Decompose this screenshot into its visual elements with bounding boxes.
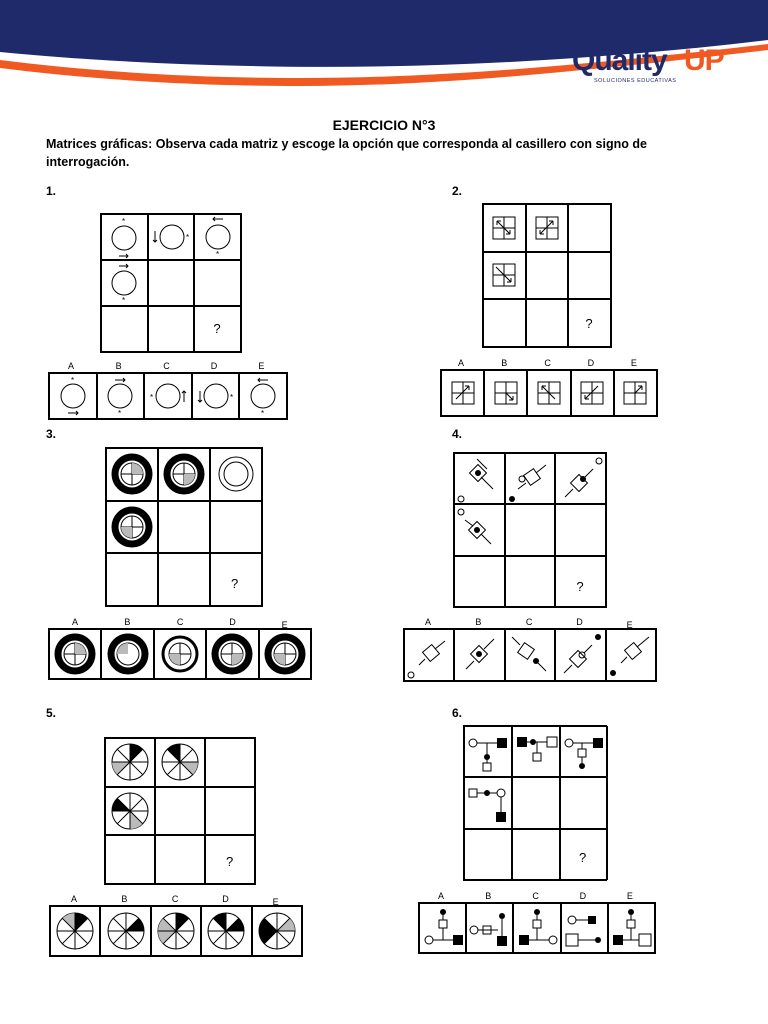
svg-text:*: * xyxy=(185,233,190,242)
matrix-cell xyxy=(555,504,606,555)
option-a[interactable] xyxy=(49,361,97,419)
option-d[interactable] xyxy=(571,358,614,416)
matrix-cell xyxy=(105,738,155,787)
option-b[interactable] xyxy=(100,894,150,956)
option-c[interactable] xyxy=(527,358,570,416)
option-e[interactable] xyxy=(608,891,655,953)
matrix-cell xyxy=(454,556,505,607)
problem-3-number: 3. xyxy=(46,427,57,441)
option-c[interactable] xyxy=(513,891,560,953)
matrix-cell xyxy=(148,214,195,260)
logo-up: UP xyxy=(684,44,724,77)
matrix-cell xyxy=(505,504,556,555)
svg-text:*: * xyxy=(261,409,265,416)
matrix-cell xyxy=(158,501,210,554)
problem-4-options xyxy=(403,617,657,682)
option-b[interactable] xyxy=(454,617,504,681)
matrix-cell xyxy=(483,299,526,347)
option-label: D xyxy=(587,358,595,368)
matrix-cell xyxy=(158,553,210,606)
problem-5-number: 5. xyxy=(46,706,57,720)
option-label: C xyxy=(544,358,551,368)
option-e[interactable] xyxy=(239,361,287,419)
problem-4-number: 4. xyxy=(452,427,463,441)
svg-text:*: * xyxy=(149,393,154,402)
matrix-cell xyxy=(454,453,505,504)
option-c[interactable] xyxy=(154,617,206,679)
matrix-cell xyxy=(106,553,158,606)
option-label: C xyxy=(532,891,539,901)
matrix-cell xyxy=(101,214,148,260)
matrix-cell xyxy=(464,726,512,777)
option-a[interactable] xyxy=(49,617,101,679)
matrix-cell xyxy=(194,214,241,260)
matrix-cell xyxy=(512,777,560,828)
matrix-cell xyxy=(560,829,608,880)
matrix-cell xyxy=(560,777,608,828)
question-mark: ? xyxy=(576,578,584,594)
matrix-cell xyxy=(148,260,195,306)
option-label: A xyxy=(458,358,465,368)
problem-2-options xyxy=(440,358,658,417)
question-mark: ? xyxy=(231,576,239,592)
matrix-cell xyxy=(505,453,556,504)
matrix-cell xyxy=(205,787,255,836)
problem-1-matrix xyxy=(100,213,242,353)
matrix-cell xyxy=(568,204,611,252)
option-label: B xyxy=(124,617,131,627)
option-label: E xyxy=(258,361,265,371)
option-b[interactable] xyxy=(466,891,513,953)
matrix-cell xyxy=(483,252,526,300)
option-b[interactable] xyxy=(97,361,145,419)
matrix-cell xyxy=(101,260,148,306)
problem-6-number: 6. xyxy=(452,706,463,720)
problem-1-options xyxy=(48,361,288,420)
problem-2-matrix xyxy=(482,203,612,348)
matrix-cell xyxy=(194,306,241,352)
svg-text:*: * xyxy=(229,393,233,402)
option-label: D xyxy=(222,894,229,904)
option-label: E xyxy=(272,897,279,907)
matrix-cell xyxy=(560,726,608,777)
matrix-cell xyxy=(505,556,556,607)
matrix-cell xyxy=(205,835,255,884)
exercise-title: EJERCICIO N°3 xyxy=(332,117,436,133)
option-c[interactable] xyxy=(151,894,201,956)
matrix-cell xyxy=(106,448,158,501)
option-label: D xyxy=(229,617,236,627)
svg-text:*: * xyxy=(122,217,126,226)
header-banner xyxy=(0,0,768,100)
option-b[interactable] xyxy=(101,617,153,679)
matrix-cell xyxy=(512,829,560,880)
question-mark: ? xyxy=(579,849,587,865)
question-mark: ? xyxy=(226,854,234,870)
problem-4-matrix xyxy=(453,452,607,608)
option-label: D xyxy=(579,891,587,901)
matrix-cell xyxy=(155,835,205,884)
option-label: E xyxy=(626,620,633,630)
question-mark: ? xyxy=(585,316,593,332)
option-c[interactable] xyxy=(144,361,192,419)
matrix-cell xyxy=(555,453,606,504)
logo-word: Quality xyxy=(572,44,667,77)
option-label: A xyxy=(71,894,78,904)
problem-2-number: 2. xyxy=(452,184,463,198)
option-label: C xyxy=(525,617,533,627)
problem-5-options xyxy=(49,894,303,957)
matrix-cell xyxy=(526,204,569,252)
option-label: A xyxy=(72,617,79,627)
option-label: C xyxy=(171,894,179,904)
matrix-cell xyxy=(105,835,155,884)
option-label: C xyxy=(176,617,184,627)
option-d[interactable] xyxy=(201,894,251,956)
option-label: A xyxy=(425,617,432,627)
option-e[interactable] xyxy=(252,897,302,956)
matrix-cell xyxy=(210,448,262,501)
option-label: B xyxy=(501,358,508,368)
logo-tagline: SOLUCIONES EDUCATIVAS xyxy=(594,78,677,84)
instructions-text: Matrices gráficas: Observa cada matriz y escoge la opción que corresponda al casillero con signo de interrogación. xyxy=(46,137,647,169)
option-label: A xyxy=(68,361,75,371)
problem-1-number: 1. xyxy=(46,184,57,198)
question-mark: ? xyxy=(213,321,221,336)
matrix-cell xyxy=(155,738,205,787)
matrix-cell xyxy=(148,306,195,352)
option-a[interactable] xyxy=(50,894,100,956)
option-label: E xyxy=(630,358,637,368)
problem-6-options xyxy=(418,891,656,954)
matrix-cell xyxy=(155,787,205,836)
option-e[interactable] xyxy=(259,620,311,679)
matrix-cell xyxy=(205,738,255,787)
matrix-cell xyxy=(464,777,512,828)
option-d[interactable] xyxy=(561,891,608,953)
option-d[interactable] xyxy=(192,361,240,419)
option-c[interactable] xyxy=(505,617,555,681)
svg-text:*: * xyxy=(122,296,126,305)
matrix-cell xyxy=(158,448,210,501)
matrix-cell xyxy=(454,504,505,555)
matrix-cell xyxy=(105,787,155,836)
matrix-cell xyxy=(512,726,560,777)
matrix-cell xyxy=(210,501,262,554)
matrix-cell xyxy=(526,252,569,300)
matrix-cell xyxy=(555,556,606,607)
option-a[interactable] xyxy=(441,358,484,416)
option-label: B xyxy=(115,361,122,371)
svg-text:*: * xyxy=(118,409,122,416)
option-label: B xyxy=(121,894,128,904)
option-label: D xyxy=(210,361,218,371)
option-d[interactable] xyxy=(206,617,258,679)
option-a[interactable] xyxy=(419,891,466,953)
matrix-cell xyxy=(106,501,158,554)
svg-text:*: * xyxy=(215,250,219,259)
option-e[interactable] xyxy=(614,358,657,416)
matrix-cell xyxy=(101,306,148,352)
problem-6-matrix xyxy=(463,725,607,881)
matrix-cell xyxy=(464,829,512,880)
option-label: B xyxy=(475,617,482,627)
option-label: A xyxy=(438,891,445,901)
matrix-cell xyxy=(568,299,611,347)
matrix-cell xyxy=(526,299,569,347)
option-label: E xyxy=(626,891,633,901)
problem-3-options xyxy=(48,617,312,680)
option-a[interactable] xyxy=(404,617,454,681)
option-label: E xyxy=(281,620,288,630)
option-label: B xyxy=(485,891,492,901)
problem-5-matrix xyxy=(104,737,256,885)
problem-3-matrix xyxy=(105,447,263,607)
option-e[interactable] xyxy=(606,620,656,681)
option-label: D xyxy=(576,617,583,627)
option-b[interactable] xyxy=(484,358,527,416)
svg-text:*: * xyxy=(70,376,74,385)
option-d[interactable] xyxy=(555,617,605,681)
matrix-cell xyxy=(210,553,262,606)
matrix-cell xyxy=(483,204,526,252)
brand-logo xyxy=(572,44,742,88)
matrix-cell xyxy=(194,260,241,306)
option-label: C xyxy=(163,361,170,371)
matrix-cell xyxy=(568,252,611,300)
